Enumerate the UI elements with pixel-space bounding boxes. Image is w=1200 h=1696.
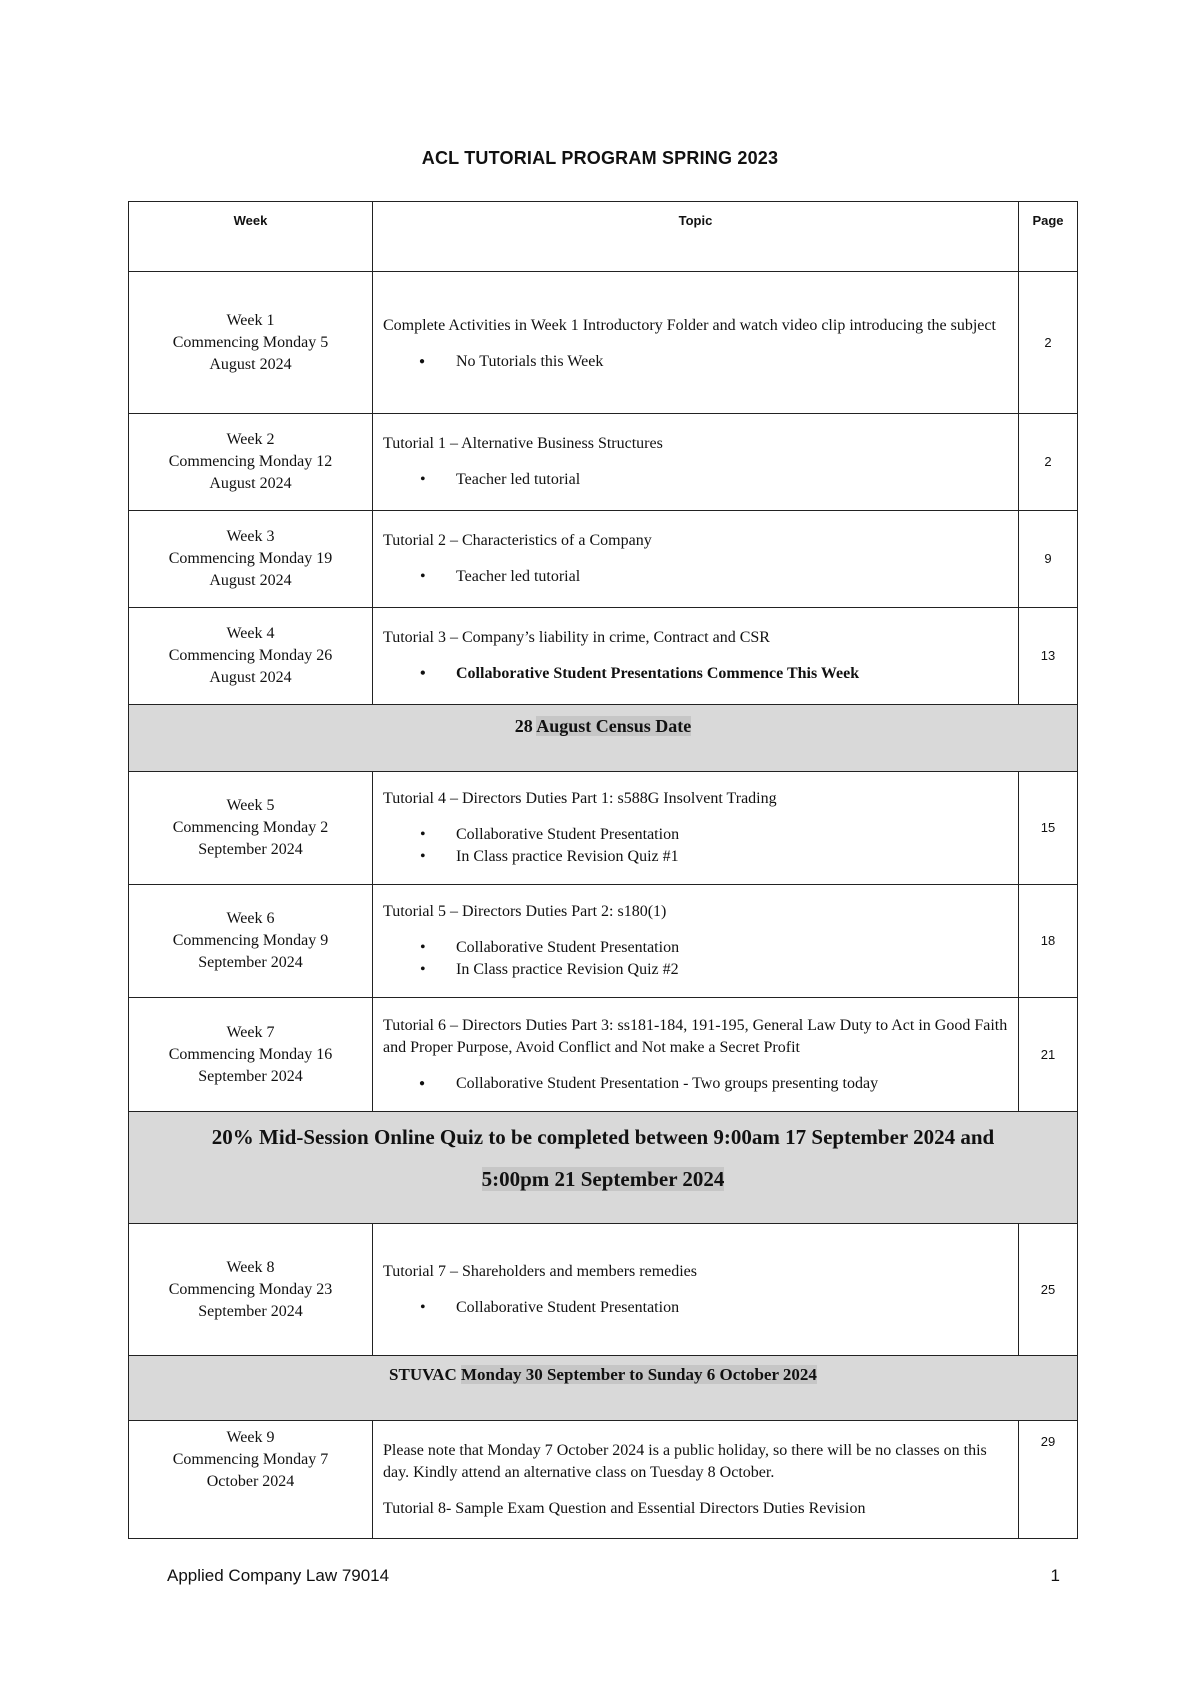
table-row <box>129 998 1078 1112</box>
week-cell <box>129 414 373 511</box>
table-row <box>129 414 1078 511</box>
table-row <box>129 1224 1078 1356</box>
topic-cell <box>373 414 1019 511</box>
week-month: October 2024 <box>206 1473 295 1490</box>
topic-text: Tutorial 5 – Directors Duties Part 2: s180(1) <box>383 903 667 920</box>
week-label: Week 6 <box>226 910 275 927</box>
topic-cell <box>373 272 1019 414</box>
list-item: • Collaborative Student Presentations Commence This Week <box>456 663 1008 685</box>
table-row <box>129 772 1078 885</box>
footer-course-name: Applied Company Law 79014 <box>167 1566 390 1585</box>
topic-cell <box>373 1421 1019 1539</box>
topic-text: Tutorial 6 – Directors Duties Part 3: ss181-184, 191-195, General Law Duty to Act in Good Faith and Proper Purpose, Avoid Conflict and Not make a Secret Profit <box>383 1016 1008 1056</box>
footer-page-number: 1 <box>1050 1566 1060 1585</box>
week-label: Week 8 <box>226 1258 275 1276</box>
week-label: Week 4 <box>226 625 275 642</box>
table-header-row <box>129 202 1078 272</box>
list-item: • Teacher led tutorial <box>456 469 1008 491</box>
list-item: ● Collaborative Student Presentation - Two groups presenting today <box>456 1073 1008 1095</box>
page-cell: 25 <box>1019 1224 1078 1356</box>
week-month: August 2024 <box>209 572 292 589</box>
week-month: September 2024 <box>198 1067 303 1085</box>
week-label: Week 9 <box>226 1429 275 1446</box>
week-label: Week 7 <box>226 1023 275 1041</box>
mid-session-quiz-banner <box>129 1112 1078 1224</box>
page-cell: 15 <box>1019 772 1078 885</box>
week-commencing: Commencing Monday 2 <box>172 819 329 836</box>
list-item: • Teacher led tutorial <box>456 566 1008 588</box>
week-cell <box>129 272 373 414</box>
page-cell: 21 <box>1019 998 1078 1112</box>
week-month: September 2024 <box>198 841 303 858</box>
stuvac-banner <box>129 1356 1078 1421</box>
topic-cell <box>373 511 1019 608</box>
banner-cell <box>129 1356 1078 1421</box>
topic-text: Please note that Monday 7 October 2024 is a public holiday, so there will be no classes on this day. Kindly attend an alternative class on Tuesday 8 October. <box>383 1441 987 1481</box>
list-item: • In Class practice Revision Quiz #2 <box>456 959 1008 981</box>
page-cell: 2 <box>1019 414 1078 511</box>
week-commencing: Commencing Monday 12 <box>168 453 333 470</box>
banner-highlight: August Census Date <box>536 716 692 736</box>
week-label: Week 3 <box>226 528 275 545</box>
topic-text: Tutorial 7 – Shareholders and members remedies <box>383 1262 698 1280</box>
week-cell <box>129 998 373 1112</box>
header-page: Page <box>1019 202 1078 272</box>
topic-text-secondary: Tutorial 8- Sample Exam Question and Essential Directors Duties Revision <box>383 1499 866 1517</box>
list-item: • Collaborative Student Presentation <box>456 824 1008 846</box>
week-label: Week 5 <box>226 797 275 814</box>
week-cell <box>129 511 373 608</box>
page-footer <box>167 1566 1060 1586</box>
banner-prefix: 28 <box>514 716 537 736</box>
week-label: Week 2 <box>226 431 275 448</box>
table-row <box>129 885 1078 998</box>
list-item: • Collaborative Student Presentation <box>456 1297 1008 1319</box>
week-cell <box>129 885 373 998</box>
page-cell: 9 <box>1019 511 1078 608</box>
topic-cell <box>373 998 1019 1112</box>
page-cell: 2 <box>1019 272 1078 414</box>
week-label: Week 1 <box>226 311 275 329</box>
list-item: • In Class practice Revision Quiz #1 <box>456 846 1008 868</box>
topic-cell <box>373 772 1019 885</box>
banner-cell <box>129 1112 1078 1224</box>
week-cell <box>129 1224 373 1356</box>
page-cell: 29 <box>1019 1421 1078 1539</box>
week-cell <box>129 772 373 885</box>
banner-line-2: 5:00pm 21 September 2024 <box>481 1167 725 1191</box>
topic-cell <box>373 608 1019 705</box>
census-date-banner <box>129 705 1078 772</box>
banner-highlight: Monday 30 September to Sunday 6 October 2024 <box>461 1365 817 1384</box>
list-item: ● No Tutorials this Week <box>456 351 1008 373</box>
week-month: August 2024 <box>209 475 292 492</box>
week-month: September 2024 <box>198 1302 303 1320</box>
week-commencing: Commencing Monday 26 <box>168 647 333 664</box>
week-cell <box>129 1421 373 1539</box>
week-commencing: Commencing Monday 23 <box>168 1280 333 1298</box>
topic-text: Tutorial 3 – Company’s liability in crime, Contract and CSR <box>383 629 770 646</box>
table-row <box>129 608 1078 705</box>
page-cell: 18 <box>1019 885 1078 998</box>
week-commencing: Commencing Monday 9 <box>172 932 329 949</box>
table-row <box>129 511 1078 608</box>
topic-text: Complete Activities in Week 1 Introductory Folder and watch video clip introducing the subject <box>383 317 996 334</box>
week-month: September 2024 <box>198 954 303 971</box>
week-month: August 2024 <box>209 669 292 686</box>
topic-text: Tutorial 2 – Characteristics of a Company <box>383 532 652 549</box>
header-week: Week <box>129 202 373 272</box>
banner-prefix: STUVAC <box>389 1365 462 1384</box>
table-row <box>129 272 1078 414</box>
topic-cell <box>373 885 1019 998</box>
topic-text: Tutorial 1 – Alternative Business Structures <box>383 435 663 452</box>
week-month: August 2024 <box>209 355 292 373</box>
table-row <box>129 1421 1078 1539</box>
week-commencing: Commencing Monday 7 <box>172 1451 329 1468</box>
page-cell: 13 <box>1019 608 1078 705</box>
banner-line-1: 20% Mid-Session Online Quiz to be completed between 9:00am 17 September 2024 and <box>211 1125 995 1149</box>
list-item: • Collaborative Student Presentation <box>456 937 1008 959</box>
topic-cell <box>373 1224 1019 1356</box>
week-commencing: Commencing Monday 19 <box>168 550 333 567</box>
week-commencing: Commencing Monday 5 <box>172 333 329 351</box>
document-title: ACL TUTORIAL PROGRAM SPRING 2023 <box>421 148 779 168</box>
banner-cell <box>129 705 1078 772</box>
topic-text: Tutorial 4 – Directors Duties Part 1: s588G Insolvent Trading <box>383 790 777 807</box>
week-cell <box>129 608 373 705</box>
week-commencing: Commencing Monday 16 <box>168 1045 333 1063</box>
tutorial-program-table <box>128 201 1078 1539</box>
header-topic: Topic <box>373 202 1019 272</box>
